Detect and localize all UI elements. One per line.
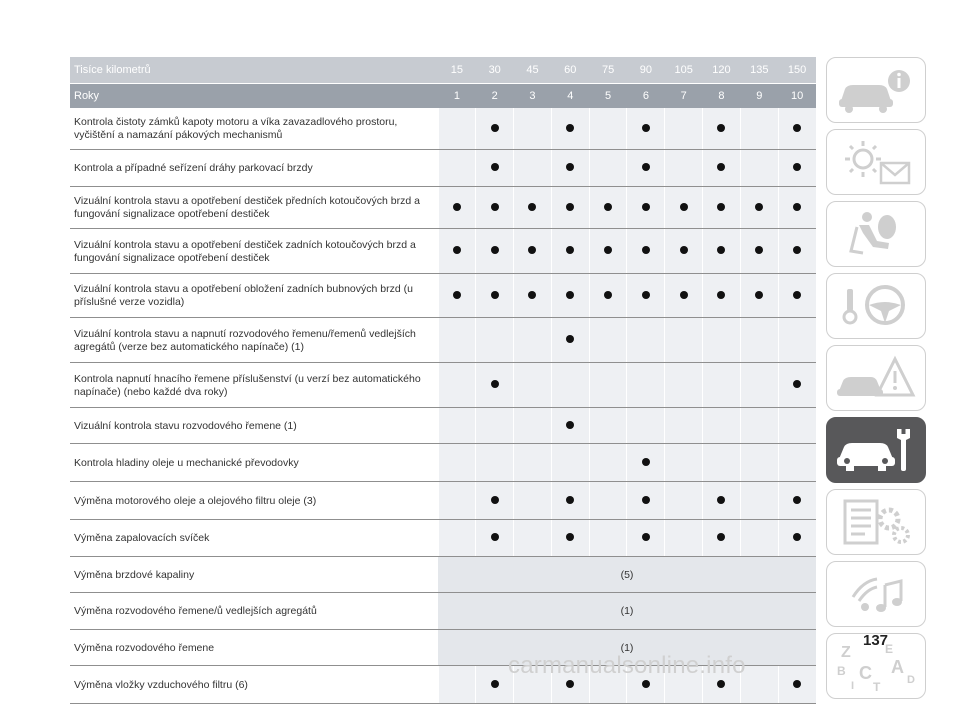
year-value: 2 [476,84,514,109]
schedule-cell [740,408,778,444]
schedule-row [70,108,816,150]
service-dot-icon [793,203,801,211]
schedule-cell [589,229,627,274]
schedule-row [70,482,816,520]
schedule-cell [476,108,514,150]
schedule-cell [589,408,627,444]
service-dot-icon [642,533,650,541]
operation-label: Výměna brzdové kapaliny [70,557,438,593]
year-value: 4 [551,84,589,109]
service-dot-icon [793,380,801,388]
service-dot-icon [491,680,499,688]
schedule-cell [551,150,589,187]
operation-label: Výměna zapalovacích svíček [70,520,438,557]
year-value: 10 [778,84,816,109]
schedule-cell [665,108,703,150]
schedule-cell [551,408,589,444]
maintenance-schedule-table [70,57,816,704]
schedule-cell [778,318,816,363]
service-dot-icon [755,291,763,299]
km-value: 60 [551,57,589,84]
year-value: 9 [740,84,778,109]
schedule-cell [703,482,741,520]
km-header-row [70,57,816,84]
chapter-tab-maintenance[interactable] [826,417,926,483]
steering-wheel-key-icon [833,279,919,333]
service-dot-icon [528,291,536,299]
service-dot-icon [566,163,574,171]
schedule-cell [778,363,816,408]
operation-label: Výměna rozvodového řemene/ů vedlejších agregátů [70,593,438,630]
schedule-row [70,150,816,187]
schedule-row [70,520,816,557]
index-letter: T [873,680,881,693]
index-letter: C [859,663,872,683]
schedule-cell [589,108,627,150]
schedule-cell [627,318,665,363]
schedule-cell [627,520,665,557]
technical-data-icon [833,495,919,549]
service-dot-icon [528,246,536,254]
year-value: 8 [703,84,741,109]
chapter-tab-starting-driving[interactable] [826,273,926,339]
schedule-cell [627,482,665,520]
schedule-cell [438,520,476,557]
schedule-cell [703,187,741,229]
operation-label: Výměna rozvodového řemene [70,630,438,666]
multimedia-icon [833,567,919,621]
schedule-cell [476,408,514,444]
km-header-label: Tisíce kilometrů [70,57,438,84]
schedule-cell [589,444,627,482]
service-dot-icon [642,124,650,132]
schedule-cell [589,274,627,318]
schedule-row [70,187,816,229]
schedule-cell [740,363,778,408]
service-dot-icon [642,680,650,688]
schedule-cell [778,108,816,150]
index-letter: E [885,642,894,656]
schedule-cell [476,229,514,274]
chapter-tab-warning-lights[interactable] [826,129,926,195]
chapter-tab-multimedia[interactable] [826,561,926,627]
schedule-cell [476,150,514,187]
chapter-sidebar [826,57,928,705]
service-dot-icon [793,291,801,299]
schedule-cell [551,108,589,150]
km-value: 15 [438,57,476,84]
service-dot-icon [453,291,461,299]
schedule-cell [665,408,703,444]
interval-note: (1) [438,630,816,666]
schedule-cell [778,408,816,444]
schedule-cell [514,274,552,318]
chapter-tab-technical-data[interactable] [826,489,926,555]
schedule-cell [514,408,552,444]
schedule-row [70,274,816,318]
service-dot-icon [793,163,801,171]
schedule-cell [778,482,816,520]
years-header-label: Roky [70,84,438,109]
schedule-cell [740,482,778,520]
schedule-cell [665,229,703,274]
schedule-cell [551,363,589,408]
watermark-text: carmanualsonline.info [508,652,746,679]
service-dot-icon [717,203,725,211]
schedule-cell [438,444,476,482]
service-dot-icon [491,163,499,171]
schedule-cell [514,444,552,482]
operation-label: Kontrola napnutí hnacího řemene příslušenství (u verzí bez automatického napínače) (nebo každé dva roky) [70,363,438,408]
service-dot-icon [717,246,725,254]
km-value: 75 [589,57,627,84]
schedule-cell [778,187,816,229]
schedule-row [70,318,816,363]
service-dot-icon [642,291,650,299]
schedule-cell [438,187,476,229]
schedule-cell [627,444,665,482]
km-value: 105 [665,57,703,84]
service-dot-icon [566,335,574,343]
year-value: 1 [438,84,476,109]
schedule-cell [627,229,665,274]
service-dot-icon [717,533,725,541]
schedule-cell [665,274,703,318]
schedule-cell [476,363,514,408]
service-dot-icon [491,124,499,132]
service-dot-icon [755,246,763,254]
schedule-cell [665,318,703,363]
operation-label: Kontrola hladiny oleje u mechanické převodovky [70,444,438,482]
schedule-row [70,408,816,444]
schedule-cell [551,444,589,482]
interval-note: (5) [438,557,816,593]
schedule-cell [627,108,665,150]
schedule-cell [665,520,703,557]
operation-label: Výměna motorového oleje a olejového filtru oleje (3) [70,482,438,520]
schedule-cell [438,666,476,704]
operation-label: Vizuální kontrola stavu rozvodového řemene (1) [70,408,438,444]
schedule-cell [740,187,778,229]
service-dot-icon [793,533,801,541]
service-dot-icon [604,291,612,299]
service-dot-icon [642,458,650,466]
schedule-cell [514,318,552,363]
schedule-cell [703,150,741,187]
service-dot-icon [491,380,499,388]
schedule-cell [476,274,514,318]
schedule-cell [665,444,703,482]
schedule-cell [514,229,552,274]
schedule-row [70,444,816,482]
service-dot-icon [793,124,801,132]
schedule-cell [514,363,552,408]
schedule-cell [438,408,476,444]
service-dot-icon [453,246,461,254]
km-value: 30 [476,57,514,84]
schedule-cell [740,229,778,274]
schedule-cell [589,150,627,187]
schedule-cell [665,363,703,408]
schedule-cell [778,444,816,482]
index-letter: B [837,664,846,678]
schedule-row [70,363,816,408]
schedule-cell [627,408,665,444]
service-dot-icon [793,246,801,254]
year-value: 5 [589,84,627,109]
service-dot-icon [717,496,725,504]
service-dot-icon [566,421,574,429]
schedule-cell [514,520,552,557]
service-dot-icon [491,291,499,299]
service-dot-icon [566,533,574,541]
km-value: 150 [778,57,816,84]
service-dot-icon [604,203,612,211]
schedule-cell [589,187,627,229]
index-letter: D [907,674,915,686]
service-dot-icon [717,680,725,688]
schedule-row [70,229,816,274]
service-dot-icon [604,246,612,254]
schedule-cell [438,150,476,187]
schedule-cell [514,187,552,229]
service-dot-icon [680,203,688,211]
service-dot-icon [491,203,499,211]
km-value: 120 [703,57,741,84]
page-number: 137 [863,632,889,649]
service-dot-icon [642,163,650,171]
year-value: 7 [665,84,703,109]
service-dot-icon [566,496,574,504]
service-dot-icon [642,203,650,211]
schedule-cell [476,187,514,229]
schedule-cell [665,187,703,229]
schedule-cell [703,520,741,557]
schedule-cell [551,520,589,557]
schedule-cell [703,408,741,444]
schedule-cell [665,150,703,187]
schedule-cell [476,444,514,482]
service-dot-icon [642,496,650,504]
schedule-cell [438,229,476,274]
schedule-cell [514,482,552,520]
service-dot-icon [566,246,574,254]
service-dot-icon [793,680,801,688]
operation-label: Výměna vložky vzduchového filtru (6) [70,666,438,704]
service-dot-icon [717,163,725,171]
breakdown-icon [833,351,919,405]
index-letter: Z [841,644,851,661]
year-value: 6 [627,84,665,109]
km-value: 45 [514,57,552,84]
km-value: 135 [740,57,778,84]
service-dot-icon [491,533,499,541]
warning-lights-icon [833,135,919,189]
schedule-cell [703,444,741,482]
km-value: 90 [627,57,665,84]
schedule-cell [740,520,778,557]
car-info-icon [833,63,919,117]
schedule-cell [551,187,589,229]
schedule-cell [589,318,627,363]
schedule-cell [551,482,589,520]
schedule-cell [778,520,816,557]
schedule-cell [589,363,627,408]
schedule-cell [740,108,778,150]
schedule-cell [740,274,778,318]
service-dot-icon [755,203,763,211]
schedule-cell [438,274,476,318]
service-dot-icon [566,680,574,688]
service-dot-icon [680,246,688,254]
schedule-cell [476,318,514,363]
car-maintenance-icon [833,423,919,477]
service-dot-icon [528,203,536,211]
operation-label: Kontrola čistoty zámků kapoty motoru a víka zavazadlového prostoru, vyčištění a namazání pákových mechanismů [70,108,438,150]
chapter-tab-car-info[interactable] [826,57,926,123]
schedule-cell [438,318,476,363]
service-dot-icon [491,246,499,254]
service-dot-icon [793,496,801,504]
operation-label: Vizuální kontrola stavu a napnutí rozvodového řemenu/řemenů vedlejších agregátů (verze bez automatického napínače) (1) [70,318,438,363]
operation-label: Kontrola a případné seřízení dráhy parkovací brzdy [70,150,438,187]
schedule-cell [476,520,514,557]
schedule-cell [778,274,816,318]
service-dot-icon [491,496,499,504]
schedule-cell [438,108,476,150]
service-dot-icon [680,291,688,299]
index-letter: A [891,657,904,677]
chapter-tab-airbag[interactable] [826,201,926,267]
service-dot-icon [717,124,725,132]
schedule-cell [514,150,552,187]
schedule-cell [551,229,589,274]
schedule-cell [778,666,816,704]
schedule-cell [778,229,816,274]
schedule-cell [589,482,627,520]
service-dot-icon [566,203,574,211]
schedule-cell [703,108,741,150]
schedule-cell [703,229,741,274]
schedule-cell [476,482,514,520]
schedule-cell [438,363,476,408]
schedule-cell [740,444,778,482]
index-letter: I [851,680,855,692]
schedule-cell [589,520,627,557]
schedule-cell [703,274,741,318]
schedule-cell [740,666,778,704]
schedule-cell [627,187,665,229]
schedule-row [70,557,816,593]
interval-note: (1) [438,593,816,630]
operation-label: Vizuální kontrola stavu a opotřebení destiček zadních kotoučových brzd a fungování signalizace opotřebení destiček [70,229,438,274]
schedule-cell [627,363,665,408]
schedule-cell [740,150,778,187]
service-dot-icon [453,203,461,211]
airbag-icon [833,207,919,261]
service-dot-icon [566,291,574,299]
years-header-row [70,84,816,109]
year-value: 3 [514,84,552,109]
schedule-cell [703,318,741,363]
service-dot-icon [717,291,725,299]
operation-label: Vizuální kontrola stavu a opotřebení destiček předních kotoučových brzd a fungování signalizace opotřebení destiček [70,187,438,229]
schedule-cell [665,482,703,520]
schedule-cell [627,150,665,187]
schedule-cell [514,108,552,150]
operation-label: Vizuální kontrola stavu a opotřebení obložení zadních bubnových brzd (u příslušné verze vozidla) [70,274,438,318]
schedule-body [70,108,816,704]
service-dot-icon [566,124,574,132]
schedule-row [70,593,816,630]
schedule-cell [740,318,778,363]
schedule-cell [551,318,589,363]
chapter-tab-emergency[interactable] [826,345,926,411]
service-dot-icon [642,246,650,254]
schedule-cell [438,482,476,520]
schedule-cell [627,274,665,318]
schedule-cell [551,274,589,318]
schedule-cell [778,150,816,187]
schedule-cell [703,363,741,408]
